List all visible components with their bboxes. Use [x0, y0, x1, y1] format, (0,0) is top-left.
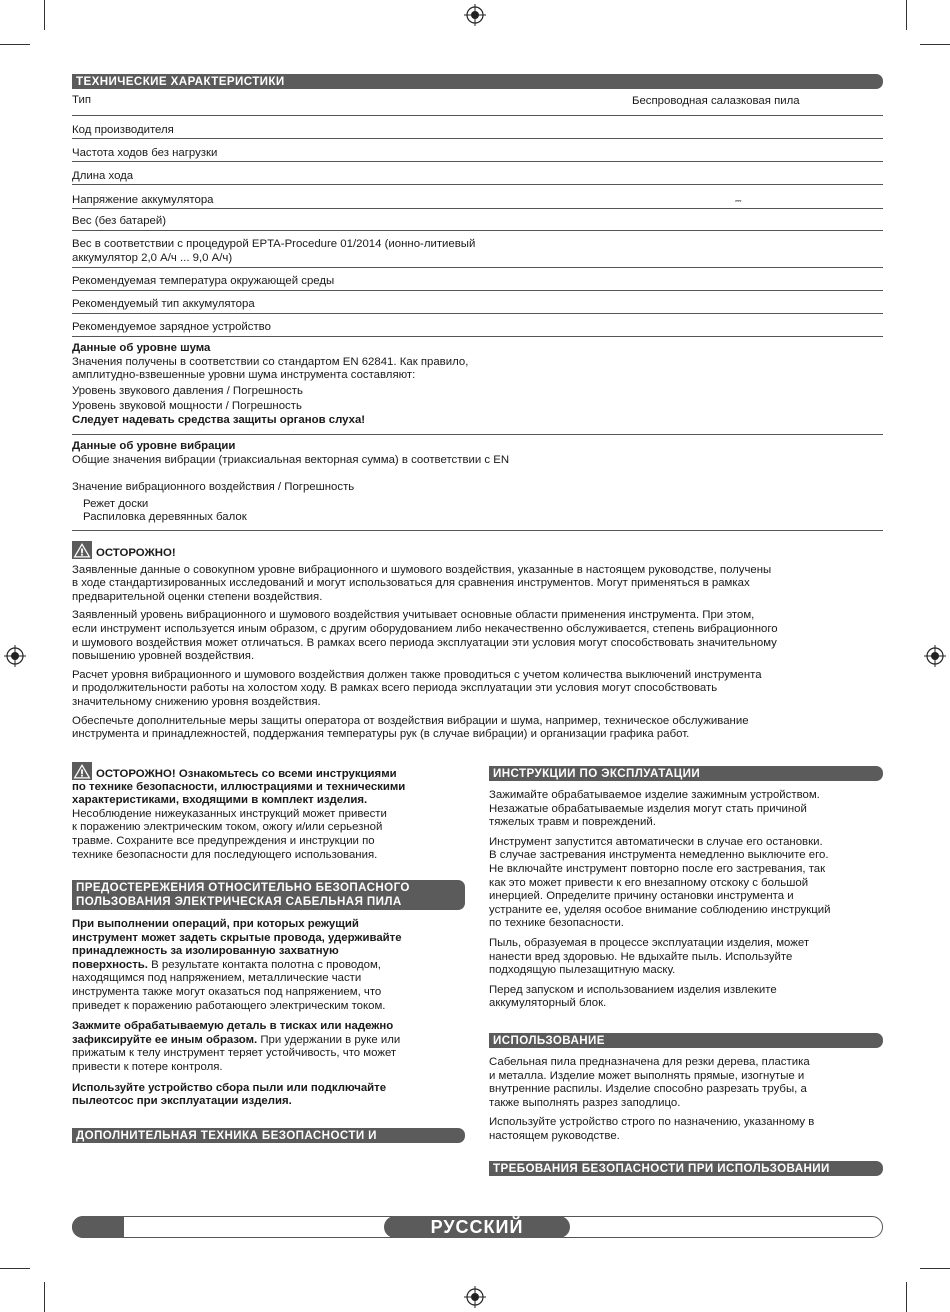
- text-line: Перед запуском и использованием изделия извлеките: [489, 983, 777, 996]
- text-line: Инструмент запустится автоматически в случае его остановки.: [489, 835, 823, 848]
- spec-row: [72, 209, 883, 231]
- spec-value: Беспроводная салазковая пила: [632, 95, 800, 107]
- text-line: травме. Сохраните все предупреждения и инструкции по: [72, 834, 375, 847]
- text-line: Заявленные данные о совокупном уровне вибрационного и шумового воздействия, указанные в настоящем руководстве, получены: [72, 563, 772, 576]
- registration-mark-icon: [924, 645, 946, 667]
- text-line: инструмент может задеть скрытые провода, удерживайте: [72, 931, 402, 944]
- text-line: Заявленный уровень вибрационного и шумового воздействия учитывает основные области применения инструмента. При этом,: [72, 609, 755, 622]
- text-line: подходящую пылезащитную маску.: [489, 964, 676, 977]
- text-line: инструмента и принадлежностей, поддержания температуры рук (в случае вибрации) и организации графика работ.: [72, 728, 690, 741]
- text-line: Обеспечьте дополнительные меры защиты оператора от воздействия вибрации и шума, например, техническое обслуживание: [72, 714, 749, 727]
- text-line: и шумового воздействия может отличаться. В рамках всего периода эксплуатации эти условия могут способствовать значительному: [72, 636, 777, 649]
- section-header-usage: ИСПОЛЬЗОВАНИЕ: [489, 1033, 883, 1048]
- vibration-item: Режет доски: [83, 497, 149, 510]
- text-line: повышению уровней воздействия.: [72, 650, 255, 663]
- registration-mark-icon: [464, 4, 486, 26]
- text-line: Незажатые обрабатываемые изделия могут стать причиной: [489, 802, 807, 815]
- spec-row: [72, 185, 883, 209]
- registration-mark-icon: [464, 1286, 486, 1308]
- spec-row: [72, 314, 883, 337]
- text-line: аккумуляторный блок.: [489, 997, 607, 1010]
- section-header-safety-requirements: ТРЕБОВАНИЯ БЕЗОПАСНОСТИ ПРИ ИСПОЛЬЗОВАНИИ: [489, 1161, 883, 1176]
- text-line: привести к потере контроля.: [72, 1060, 223, 1073]
- text-line: технике безопасности для последующего использования.: [72, 848, 378, 861]
- text-line: приведет к поражению работающего электрическим током.: [72, 999, 386, 1012]
- text-line: по технике безопасности, иллюстрациями и техническими: [72, 780, 406, 793]
- text-line: характеристиками, входящими в комплект изделия.: [72, 794, 368, 807]
- crop-mark: [44, 0, 45, 30]
- spec-label: аккумулятор 2,0 А/ч ... 9,0 А/ч): [72, 251, 233, 264]
- vibration-title: Данные об уровне вибрации: [72, 440, 236, 452]
- spec-label: Код производителя: [72, 124, 174, 136]
- spec-row: [72, 268, 883, 291]
- text-line: инструмента также могут оказаться под напряжением, что: [72, 985, 382, 998]
- text-line: поверхность.: [72, 958, 148, 971]
- noise-line: амплитудно-взвешенные уровни шума инструмента составляют:: [72, 369, 416, 382]
- spec-row: [72, 94, 883, 116]
- spec-label: Рекомендуемая температура окружающей среды: [72, 275, 335, 287]
- text-line: зафиксируйте ее иным образом.: [72, 1033, 258, 1046]
- language-label: РУССКИЙ: [384, 1216, 570, 1238]
- crop-mark: [906, 0, 907, 30]
- text-line: ОСТОРОЖНО! Ознакомьтесь со всеми инструкциями: [96, 768, 397, 780]
- caution-paragraph: [72, 609, 887, 663]
- header-line: ПРЕДОСТЕРЕЖЕНИЯ ОТНОСИТЕЛЬНО БЕЗОПАСНОГО: [76, 881, 410, 894]
- text-line: тяжелых травм и повреждений.: [489, 816, 656, 829]
- spec-row: [72, 291, 883, 314]
- text-line: Зажимайте обрабатываемое изделие зажимным устройством.: [489, 789, 820, 801]
- text-line: предварительной оценки степени воздействия.: [72, 590, 323, 603]
- text-line: к поражению электрическим током, ожогу и/или серьезной: [72, 821, 383, 834]
- crop-mark: [0, 44, 30, 45]
- warning-triangle-icon: [72, 762, 92, 780]
- text-line: При выполнении операций, при которых режущий: [72, 918, 359, 930]
- specs-header: ТЕХНИЧЕСКИЕ ХАРАКТЕРИСТИКИ: [72, 74, 883, 89]
- crop-mark: [920, 44, 950, 45]
- registration-mark-icon: [4, 645, 26, 667]
- text-line: инерцией. Определите причину остановки инструмента и: [489, 890, 794, 903]
- left-warning: [72, 762, 467, 862]
- spec-label: Напряжение аккумулятора: [72, 194, 214, 206]
- text-line: Используйте устройство строго по назначению, указанному в: [489, 1116, 815, 1129]
- caution-paragraph: [72, 669, 887, 710]
- text-line: Не включайте инструмент повторно после его застревания, так: [489, 862, 826, 875]
- spec-label: Рекомендуемый тип аккумулятора: [72, 298, 255, 310]
- spec-row: [72, 139, 883, 162]
- text-line: Сабельная пила предназначена для резки дерева, пластика: [489, 1056, 810, 1068]
- text-line: принадлежность за изолированную захватную: [72, 945, 339, 958]
- text-line: если инструмент используется иным образом, с другим оборудованием либо некачественно обслуживается, степень вибрационного: [72, 622, 778, 635]
- noise-line: Уровень звукового давления / Погрешность: [72, 384, 303, 397]
- section-header-additional-safety: ДОПОЛНИТЕЛЬНАЯ ТЕХНИКА БЕЗОПАСНОСТИ И: [72, 1128, 465, 1143]
- spec-label: Частота ходов без нагрузки: [72, 147, 218, 159]
- text-line: Расчет уровня вибрационного и шумового воздействия должен также проводиться с учетом количества выключений инструмента: [72, 668, 762, 681]
- vibration-line: Общие значения вибрации (триаксиальная векторная сумма) в соответствии с EN: [72, 453, 510, 466]
- text-line: и металла. Изделие может выполнять прямые, изогнутые и: [489, 1069, 805, 1082]
- caution-paragraph: [72, 564, 887, 605]
- text-line: настоящем руководстве.: [489, 1129, 620, 1142]
- crop-mark: [44, 1282, 45, 1312]
- warning-triangle-icon: [72, 541, 92, 559]
- text-line: по технике безопасности.: [489, 917, 624, 930]
- footer-cap: [72, 1216, 124, 1238]
- text-line: В случае застревания инструмента немедленно выключите его.: [489, 849, 829, 862]
- dc-symbol-icon: ⎓: [735, 196, 742, 205]
- text-line: пылеотсос при эксплуатации изделия.: [72, 1095, 292, 1108]
- right-usage-text: [489, 1056, 889, 1144]
- caution-paragraph: [72, 715, 887, 742]
- text-line: как это может привести к его внезапному отскоку с большой: [489, 876, 809, 889]
- spec-label: Рекомендуемое зарядное устройство: [72, 321, 271, 333]
- text-line: В результате контакта полотна с проводом,: [147, 958, 381, 971]
- text-line: также выполнять разрез заподлицо.: [489, 1096, 681, 1109]
- spec-label: Вес в соответствии с процедурой EPTA-Procedure 01/2014 (ионно-литиевый: [72, 238, 476, 250]
- text-line: устраните ее, уделяя особое внимание соблюдению инструкций: [489, 903, 831, 916]
- text-line: в ходе стандартизированных исследований и могут использоваться для сравнения инструментов. Могут применяться в рамках: [72, 577, 750, 590]
- noise-line: Уровень звуковой мощности / Погрешность: [72, 400, 302, 413]
- caution-title: ОСТОРОЖНО!: [96, 547, 176, 559]
- noise-title: Данные об уровне шума: [72, 342, 211, 354]
- noise-section: [72, 337, 883, 435]
- vibration-section: [72, 435, 883, 531]
- spec-row: [72, 116, 883, 139]
- text-line: находящимся под напряжением, металлические части: [72, 972, 362, 985]
- text-line: внутренние распилы. Изделие способно разрезать трубы, а: [489, 1083, 807, 1096]
- section-header-electrical-safety: [72, 880, 465, 910]
- text-line: Зажмите обрабатываемую деталь в тисках или надежно: [72, 1020, 394, 1033]
- noise-warning: Следует надевать средства защиты органов слуха!: [72, 413, 366, 426]
- vibration-line: Значение вибрационного воздействия / Погрешность: [72, 481, 355, 494]
- section-header-instructions: ИНСТРУКЦИИ ПО ЭКСПЛУАТАЦИИ: [489, 766, 883, 781]
- spec-row: [72, 162, 883, 185]
- spec-label: Тип: [72, 94, 91, 106]
- text-line: Несоблюдение нижеуказанных инструкций может привести: [72, 807, 387, 820]
- text-line: Используйте устройство сбора пыли или подключайте: [72, 1081, 387, 1094]
- spec-label: Вес (без батарей): [72, 215, 167, 227]
- text-line: прижатым к телу инструмент теряет устойчивость, что может: [72, 1047, 397, 1060]
- spec-row: [72, 231, 883, 268]
- text-line: нанести вред здоровью. Не вдыхайте пыль. Используйте: [489, 950, 793, 963]
- text-line: При удержании в руке или: [257, 1033, 401, 1046]
- noise-line: Значения получены в соответствии со стандартом EN 62841. Как правило,: [72, 355, 469, 368]
- text-line: значительному снижению уровня воздействия.: [72, 695, 321, 708]
- header-line: ПОЛЬЗОВАНИЯ ЭЛЕКТРИЧЕСКАЯ САБЕЛЬНАЯ ПИЛА: [76, 895, 402, 908]
- specs-table: [72, 94, 883, 531]
- text-line: и продолжительности работы на холостом ходу. В рамках всего периода эксплуатации эти условия могут способствовать: [72, 682, 718, 695]
- caution-block: [72, 541, 887, 742]
- spec-label: Длина хода: [72, 170, 134, 182]
- crop-mark: [906, 1282, 907, 1312]
- crop-mark: [920, 1268, 950, 1269]
- right-instructions-text: [489, 789, 889, 1011]
- text-line: Пыль, образуемая в процессе эксплуатации изделия, может: [489, 936, 810, 949]
- crop-mark: [0, 1268, 30, 1269]
- vibration-item: Распиловка деревянных балок: [83, 511, 247, 524]
- left-safety-text: [72, 918, 467, 1109]
